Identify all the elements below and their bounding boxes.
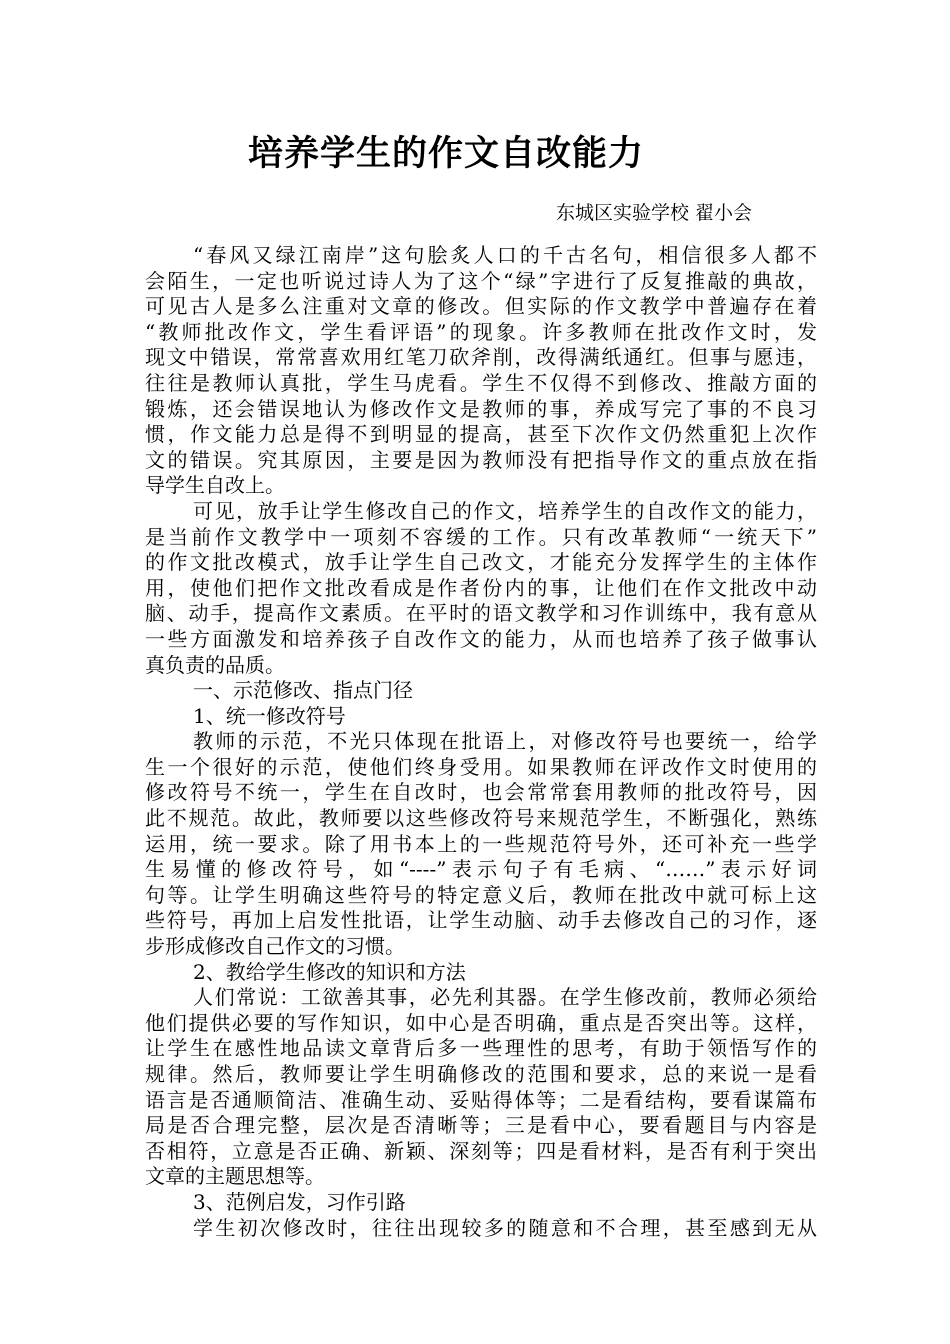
text-line: 句等。让学生明确这些符号的特定意义后，教师在批改中就可标上这 bbox=[145, 882, 817, 907]
text-line: 脑、动手，提高作文素质。在平时的语文教学和习作训练中，我有意从 bbox=[145, 601, 817, 626]
text-line: “教师批改作文，学生看评语”的现象。许多教师在批改作文时，发 bbox=[145, 319, 817, 344]
text-line: 让学生在感性地品读文章背后多一些理性的思考，有助于领悟写作的 bbox=[145, 1036, 817, 1061]
text-line: 生一个很好的示范，使他们终身受用。如果教师在评改作文时使用的 bbox=[145, 754, 817, 779]
text-line: 人们常说：工欲善其事，必先利其器。在学生修改前，教师必须给 bbox=[193, 985, 817, 1010]
text-line: 的作文批改模式，放手让学生自己改文，才能充分发挥学生的主体作 bbox=[145, 550, 817, 575]
text-line: 此不规范。故此，教师要以这些修改符号来规范学生，不断强化，熟练 bbox=[145, 806, 817, 831]
text-line: 导学生自改上。 bbox=[145, 473, 285, 498]
text-line: 修改符号不统一，学生在自改时，也会常常套用教师的批改符号，因 bbox=[145, 780, 817, 805]
text-line: 3、范例启发，习作引路 bbox=[193, 1189, 406, 1214]
text-line: “春风又绿江南岸”这句脍炙人口的千古名句，相信很多人都不 bbox=[193, 243, 817, 267]
text-line: 现文中错误，常常喜欢用红笔刀砍斧削，改得满纸通红。但事与愿违， bbox=[145, 345, 817, 370]
text-line: 学生初次修改时，往往出现较多的随意和不合理，甚至感到无从 bbox=[193, 1215, 817, 1240]
author-line: 东城区实验学校 翟小会 bbox=[556, 202, 753, 224]
text-line: 可见，放手让学生修改自己的作文，培养学生的自改作文的能力， bbox=[193, 498, 817, 523]
text-line: 一些方面激发和培养孩子自改作文的能力，从而也培养了孩子做事认 bbox=[145, 626, 817, 651]
text-line: 局是否合理完整，层次是否清晰等；三是看中心，要看题目与内容是 bbox=[145, 1113, 817, 1138]
text-line: 2、教给学生修改的知识和方法 bbox=[193, 959, 466, 984]
text-line: 规律。然后，教师要让学生明确修改的范围和要求，总的来说一是看 bbox=[145, 1062, 817, 1086]
text-line: 运用，统一要求。除了用书本上的一些规范符号外，还可补充一些学 bbox=[145, 831, 817, 856]
text-line: 文章的主题思想等。 bbox=[145, 1164, 325, 1189]
document-title: 培养学生的作文自改能力 bbox=[248, 133, 645, 174]
text-line: 些符号，再加上启发性批语，让学生动脑、动手去修改自己的习作，逐 bbox=[145, 908, 817, 933]
text-line: 否相符，立意是否正确、新颖、深刻等；四是看材料，是否有利于突出 bbox=[145, 1138, 817, 1163]
text-line: 用，使他们把作文批改看成是作者份内的事，让他们在作文批改中动 bbox=[145, 575, 817, 600]
text-line: 教师的示范，不光只体现在批语上，对修改符号也要统一，给学 bbox=[193, 729, 817, 754]
text-line: 文的错误。究其原因，主要是因为教师没有把指导作文的重点放在指 bbox=[145, 447, 817, 472]
text-line: 锻炼，还会错误地认为修改作文是教师的事，养成写完了事的不良习 bbox=[145, 396, 817, 421]
text-line: 语言是否通顺简洁、准确生动、妥贴得体等；二是看结构，要看谋篇布 bbox=[145, 1087, 817, 1112]
text-line: 步形成修改自己作文的习惯。 bbox=[145, 934, 405, 959]
text-line: 他们提供必要的写作知识，如中心是否明确，重点是否突出等。这样， bbox=[145, 1010, 817, 1035]
text-line: 往往是教师认真批，学生马虎看。学生不仅得不到修改、推敲方面的 bbox=[145, 370, 817, 395]
text-line: 会陌生，一定也听说过诗人为了这个“绿”字进行了反复推敲的典故， bbox=[145, 268, 817, 293]
text-line: 一、示范修改、指点门径 bbox=[193, 678, 413, 703]
body-text bbox=[145, 243, 817, 1241]
text-line: 真负责的品质。 bbox=[145, 652, 285, 677]
text-line: 1、统一修改符号 bbox=[193, 703, 346, 728]
text-line: 是当前作文教学中一项刻不容缓的工作。只有改革教师“一统天下” bbox=[145, 524, 817, 549]
text-line: 可见古人是多么注重对文章的修改。但实际的作文教学中普遍存在着 bbox=[145, 294, 817, 319]
text-line: 惯，作文能力总是得不到明显的提高，甚至下次作文仍然重犯上次作 bbox=[145, 422, 817, 447]
text-line: 生易懂的修改符号，如“----”表示句子有毛病、“……”表示好词 bbox=[145, 857, 817, 882]
